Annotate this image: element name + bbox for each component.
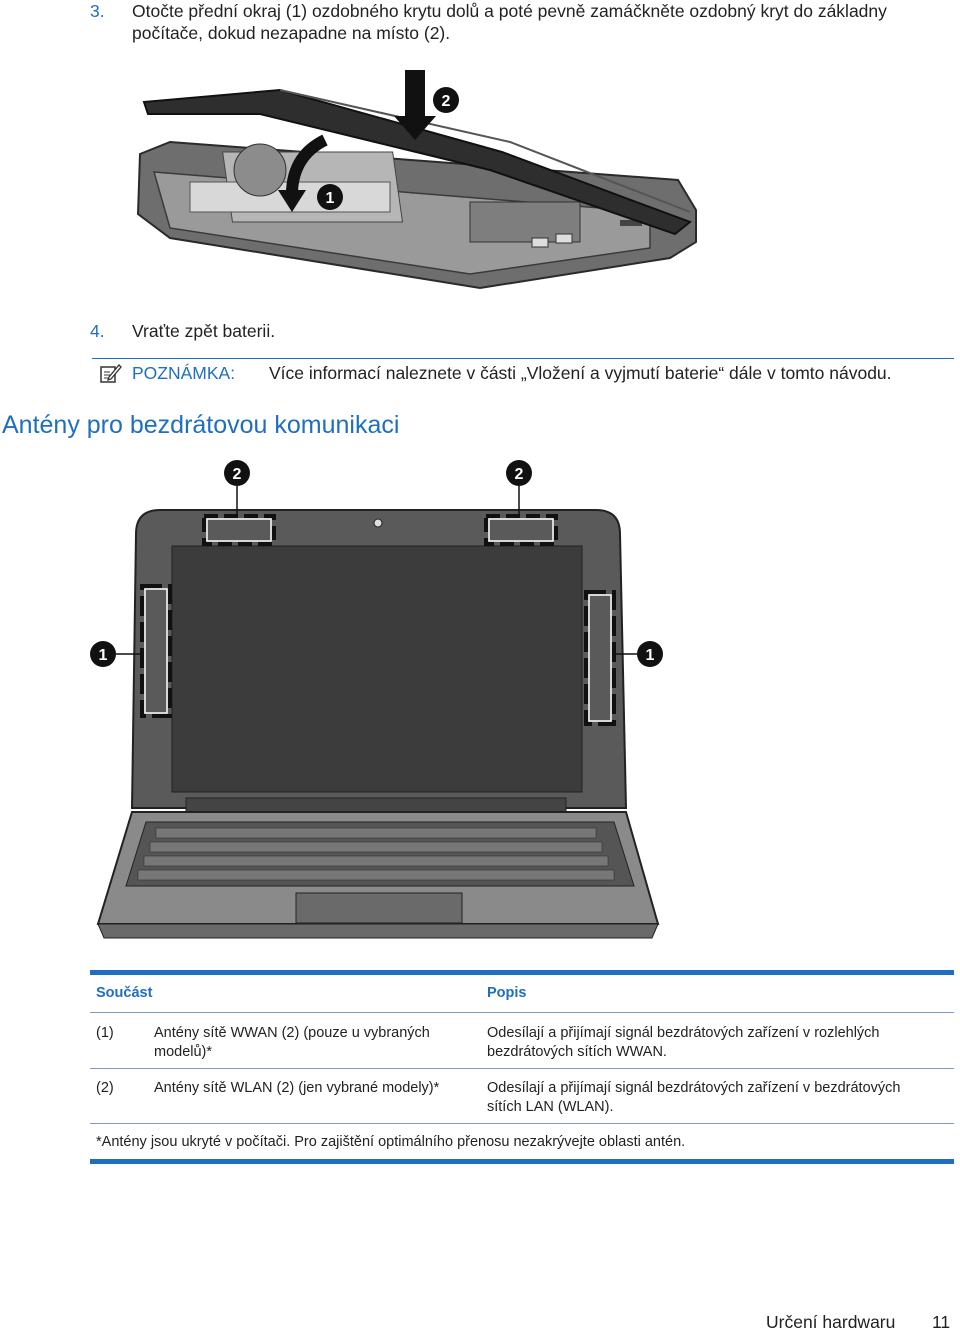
table-row-rule	[90, 1068, 954, 1069]
figure2-callout-wwan-right: 1	[645, 647, 655, 664]
row-1-description-line-2: bezdrátových sítích WWAN.	[487, 1044, 667, 1060]
pencil-note-icon	[100, 362, 122, 384]
table-top-rule	[90, 970, 954, 975]
step-3-line-2: počítače, dokud nezapadne na místo (2).	[132, 23, 451, 43]
figure2-callout-wwan-left: 1	[98, 647, 108, 664]
note-label: POZNÁMKA:	[132, 363, 236, 383]
row-2-description-line-1: Odesílají a přijímají signál bezdrátových zařízení v bezdrátových	[487, 1080, 901, 1096]
footer-section: Určení hardwaru	[766, 1312, 896, 1332]
row-1-description-line-1: Odesílají a přijímají signál bezdrátových zařízení v rozlehlých	[487, 1025, 880, 1041]
row-1-id: (1)	[96, 1025, 114, 1041]
row-1-component-line-2: modelů)*	[154, 1044, 213, 1060]
step-4-number: 4.	[90, 321, 105, 341]
figure-antenna-locations	[86, 456, 676, 946]
row-2-component-line-1: Antény sítě WLAN (2) (jen vybrané modely)*	[154, 1080, 440, 1096]
table-row-rule	[90, 1123, 954, 1124]
table-header-description: Popis	[487, 985, 527, 1001]
step-3-line-1: Otočte přední okraj (1) ozdobného krytu dolů a poté pevně zamáčkněte ozdobný kryt do základny	[132, 1, 887, 21]
figure2-callout-wlan-left: 2	[232, 466, 242, 483]
footer-page-number: 11	[932, 1312, 951, 1332]
step-3-number: 3.	[90, 1, 105, 21]
table-footnote: *Antény jsou ukryté v počítači. Pro zajištění optimálního přenosu nezakrývejte oblasti antén.	[96, 1134, 686, 1150]
table-bottom-rule	[90, 1159, 954, 1164]
table-header-rule	[90, 1012, 954, 1013]
figure1-callout-2: 2	[441, 93, 451, 110]
figure1-callout-1: 1	[325, 190, 335, 207]
note-text: Více informací naleznete v části „Vložení a vyjmutí baterie“ dále v tomto návodu.	[269, 363, 892, 383]
figure2-callout-wlan-right: 2	[514, 466, 524, 483]
step-4-text: Vraťte zpět baterii.	[132, 321, 276, 341]
row-2-description-line-2: sítích LAN (WLAN).	[487, 1099, 614, 1115]
row-1-component-line-1: Antény sítě WWAN (2) (pouze u vybraných	[154, 1025, 430, 1041]
figure-bezel-cover-install	[130, 62, 710, 294]
table-header-component: Součást	[96, 985, 153, 1001]
note-top-rule	[92, 358, 954, 359]
section-title: Antény pro bezdrátovou komunikaci	[2, 411, 400, 439]
row-2-id: (2)	[96, 1080, 114, 1096]
